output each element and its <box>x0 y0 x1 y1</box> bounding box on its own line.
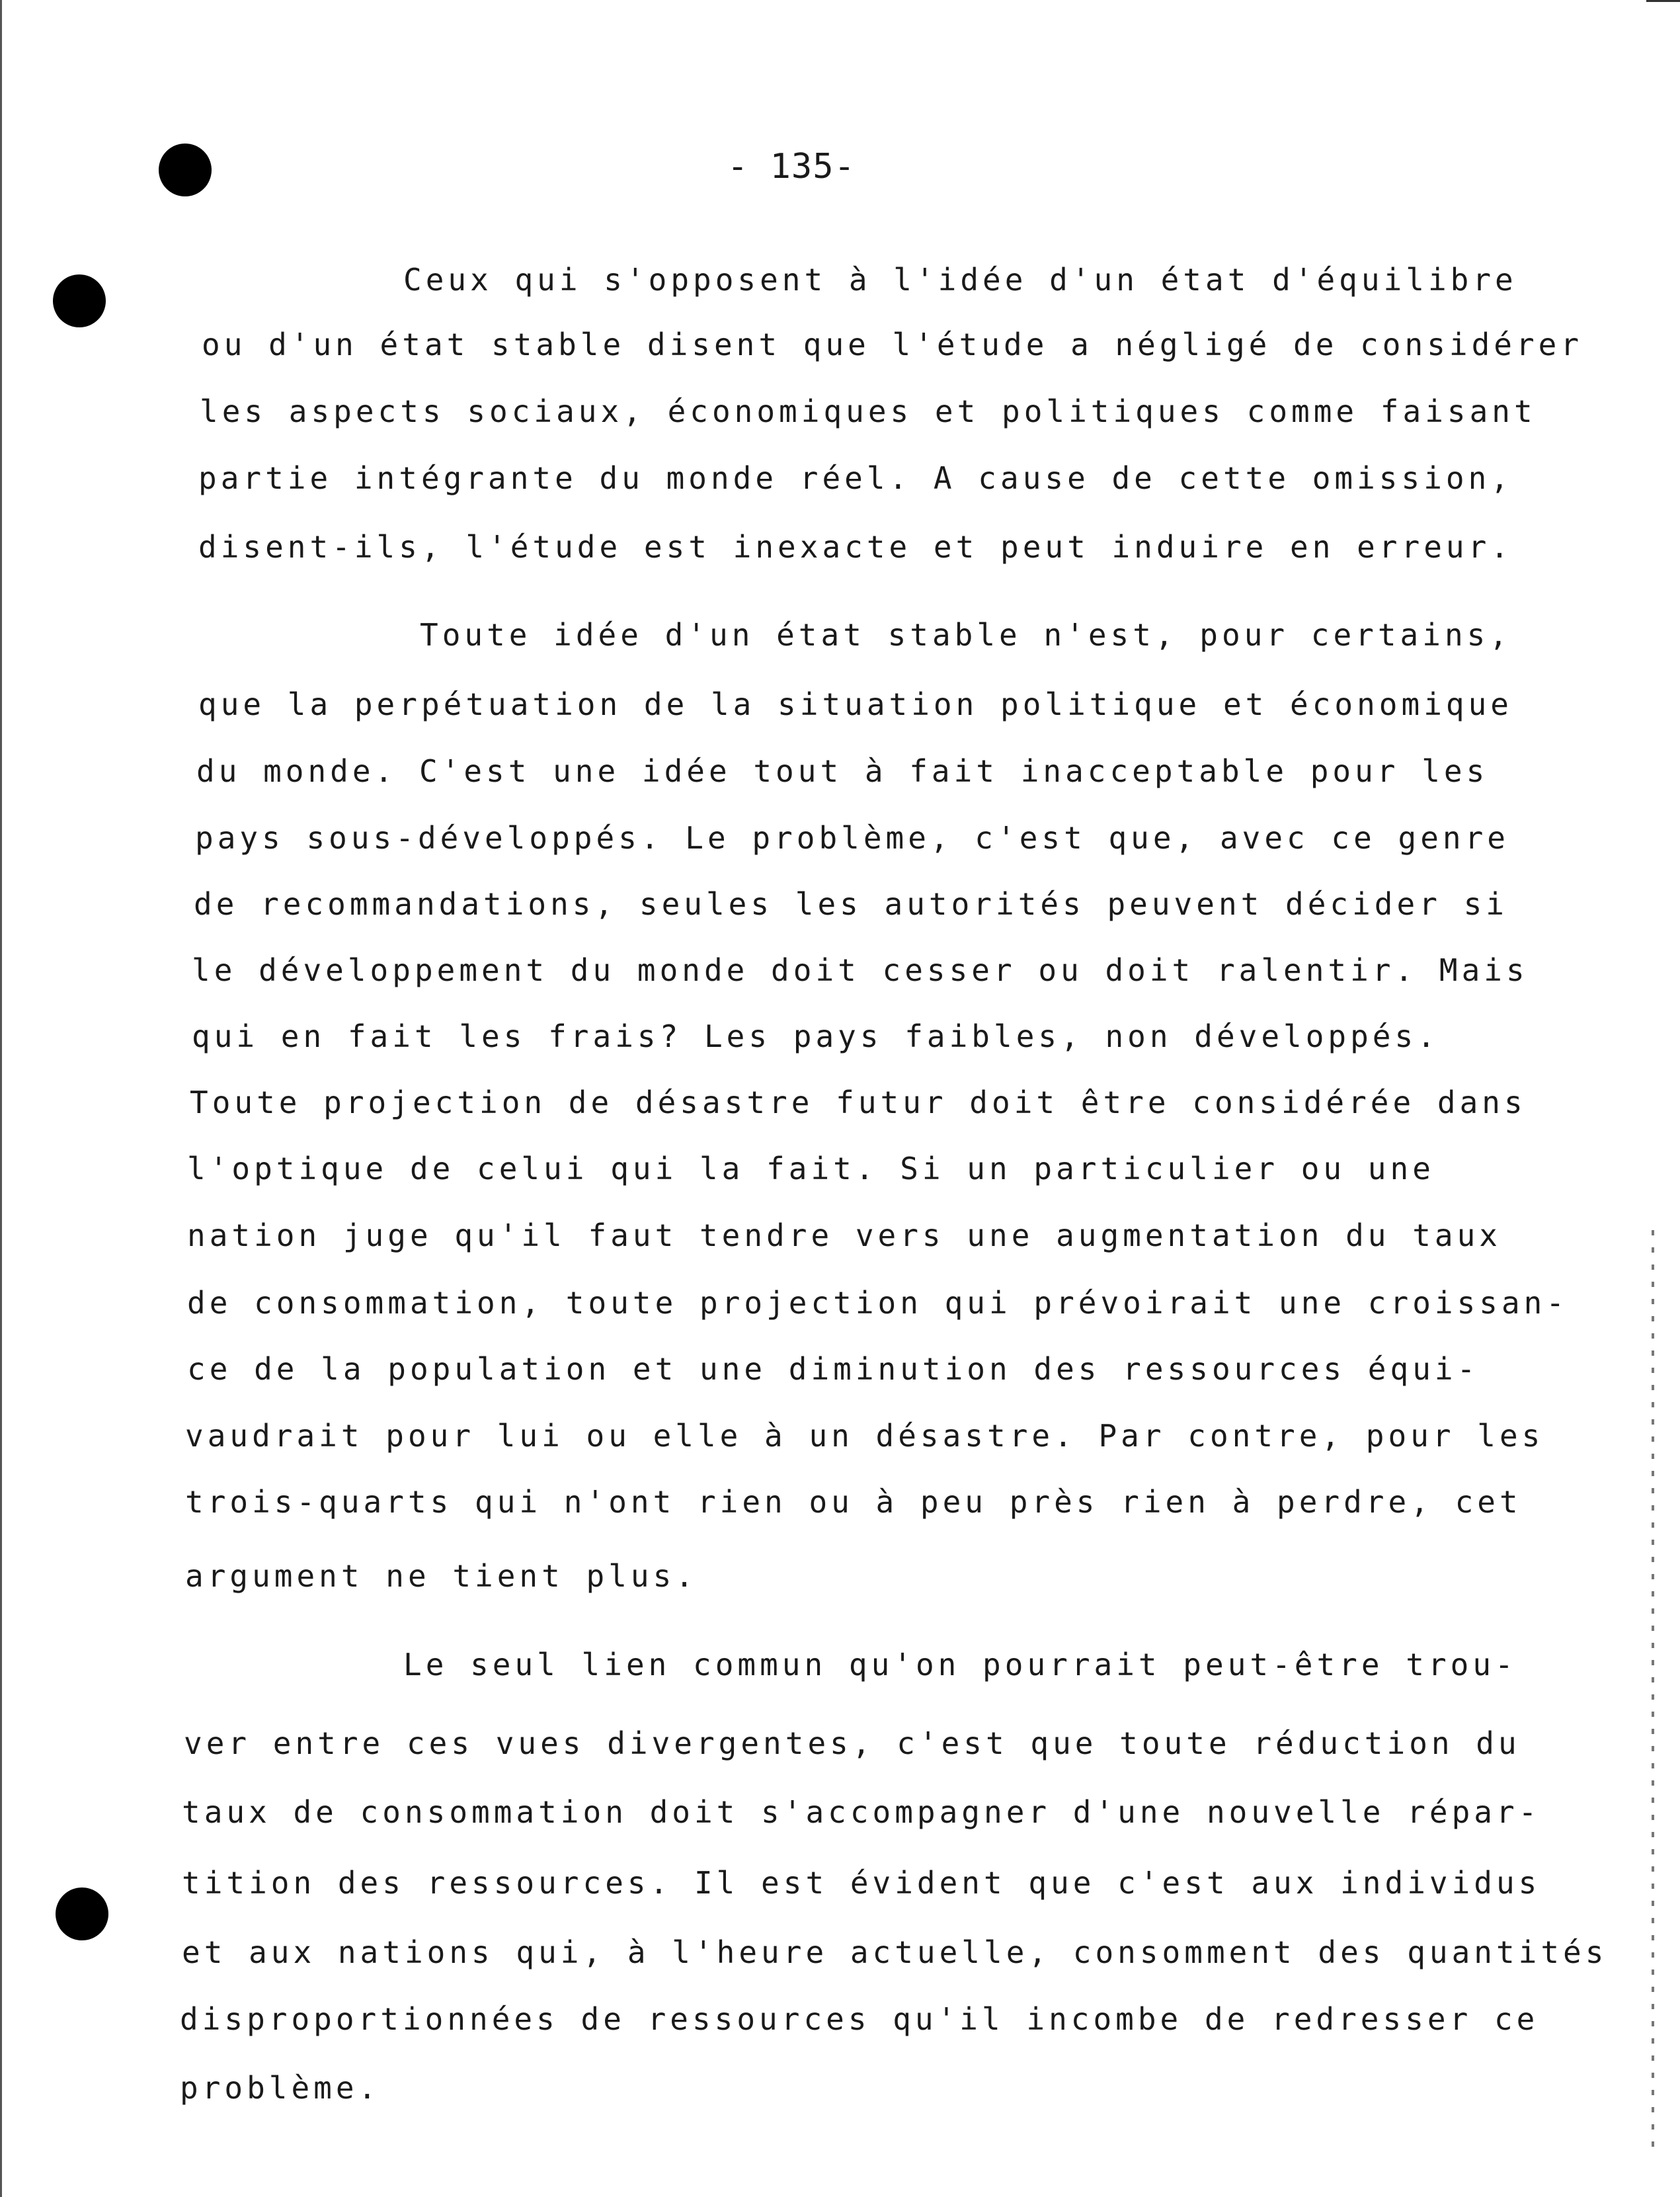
paragraph-1-line-5: disent-ils, l'étude est inexacte et peut induire en erreur. <box>198 529 1513 565</box>
paragraph-3-line-4: tition des ressources. Il est évident que c'est aux individus <box>182 1865 1541 1901</box>
paragraph-1-line-1: Ceux qui s'opposent à l'idée d'un état d'équilibre <box>403 262 1517 298</box>
paragraph-2-line-14: trois-quarts qui n'ont rien ou à peu près rien à perdre, cet <box>185 1484 1522 1520</box>
paragraph-2-line-12: ce de la population et une diminution des ressources équi- <box>187 1351 1480 1387</box>
paragraph-2-line-4: pays sous-développés. Le problème, c'est que, avec ce genre <box>195 820 1509 856</box>
paragraph-3-line-7: problème. <box>180 2070 381 2106</box>
paragraph-3-line-6: disproportionnées de ressources qu'il incombe de redresser ce <box>180 2001 1539 2037</box>
paragraph-2-line-7: qui en fait les frais? Les pays faibles, non développés. <box>192 1018 1439 1054</box>
paragraph-2-line-6: le développement du monde doit cesser ou doit ralentir. Mais <box>192 952 1529 988</box>
scan-edge-top <box>1646 0 1680 2</box>
paragraph-1-line-4: partie intégrante du monde réel. A cause de cette omission, <box>198 460 1513 496</box>
paragraph-2-line-10: nation juge qu'il faut tendre vers une augmentation du taux <box>187 1218 1501 1253</box>
paragraph-1-line-3: les aspects sociaux, économiques et politiques comme faisant <box>200 394 1537 429</box>
paragraph-2-line-2: que la perpétuation de la situation politique et économique <box>198 686 1513 722</box>
paragraph-2-line-8: Toute projection de désastre futur doit être considérée dans <box>190 1085 1527 1120</box>
paragraph-2-line-13: vaudrait pour lui ou elle à un désastre. Par contre, pour les <box>185 1418 1544 1454</box>
paragraph-2-line-5: de recommandations, seules les autorités peuvent décider si <box>194 886 1508 922</box>
paragraph-2-line-3: du monde. C'est une idée tout à fait inacceptable pour les <box>196 753 1489 789</box>
paragraph-1-line-2: ou d'un état stable disent que l'étude a négligé de considérer <box>202 327 1583 362</box>
paragraph-3-line-1: Le seul lien commun qu'on pourrait peut-être trou- <box>403 1647 1517 1682</box>
paragraph-3-line-5: et aux nations qui, à l'heure actuelle, consomment des quantités <box>182 1934 1608 1970</box>
paragraph-2-line-1: Toute idée d'un état stable n'est, pour certains, <box>420 617 1512 653</box>
paragraph-2-line-15: argument ne tient plus. <box>185 1558 698 1594</box>
scan-edge-left <box>0 0 2 2197</box>
paragraph-3-line-3: taux de consommation doit s'accompagner d'une nouvelle répar- <box>182 1794 1541 1830</box>
paragraph-3-line-2: ver entre ces vues divergentes, c'est que toute réduction du <box>184 1725 1521 1761</box>
punch-hole-lower <box>56 1887 108 1940</box>
paragraph-2-line-9: l'optique de celui qui la fait. Si un particulier ou une <box>187 1151 1435 1186</box>
paragraph-2-line-11: de consommation, toute projection qui prévoirait une croissan- <box>187 1285 1569 1321</box>
page-number: - 135- <box>727 147 856 187</box>
punch-hole-top <box>159 144 212 196</box>
scan-edge-right <box>1652 1230 1654 2156</box>
punch-hole-upper <box>53 274 106 327</box>
